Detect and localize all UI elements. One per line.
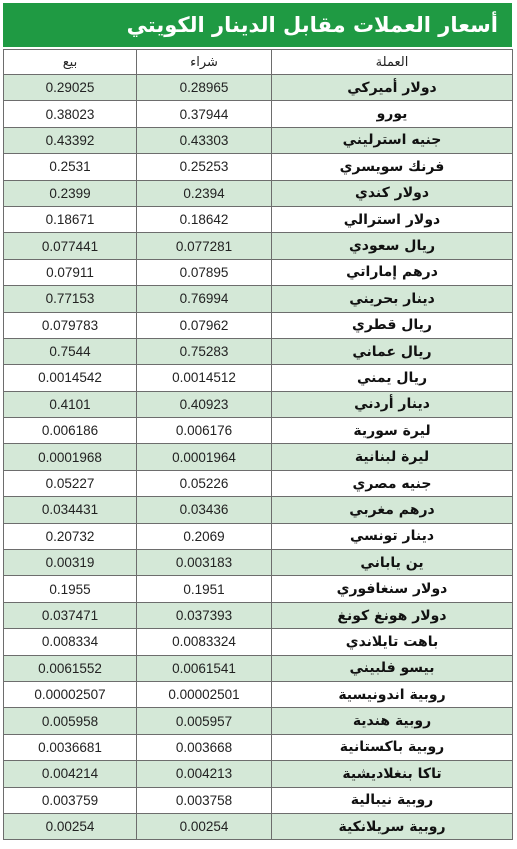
sell-cell: 0.2531 — [4, 154, 137, 180]
table-row — [4, 312, 513, 338]
currency-name-cell: دينار أردني — [272, 391, 513, 417]
currency-name-cell: دولار استرالي — [272, 206, 513, 232]
buy-cell: 0.1951 — [137, 576, 272, 602]
currency-name-cell: جنيه استرليني — [272, 127, 513, 153]
header-sell: بيع — [4, 50, 137, 75]
buy-cell: 0.077281 — [137, 233, 272, 259]
table-row — [4, 286, 513, 312]
sell-cell: 0.037471 — [4, 602, 137, 628]
currency-name-cell: دينار تونسي — [272, 523, 513, 549]
buy-cell: 0.0061541 — [137, 655, 272, 681]
sell-cell: 0.7544 — [4, 338, 137, 364]
currency-name-cell: ريال عماني — [272, 338, 513, 364]
title-bar — [3, 3, 512, 47]
buy-cell: 0.2394 — [137, 180, 272, 206]
table-row — [4, 629, 513, 655]
table-row — [4, 154, 513, 180]
sell-cell: 0.38023 — [4, 101, 137, 127]
buy-cell: 0.037393 — [137, 602, 272, 628]
sell-cell: 0.003759 — [4, 787, 137, 813]
table-row — [4, 602, 513, 628]
currency-name-cell: فرنك سويسري — [272, 154, 513, 180]
sell-cell: 0.0014542 — [4, 365, 137, 391]
table-row — [4, 470, 513, 496]
buy-cell: 0.003183 — [137, 550, 272, 576]
buy-cell: 0.0014512 — [137, 365, 272, 391]
table-row — [4, 338, 513, 364]
currency-name-cell: دينار بحريني — [272, 286, 513, 312]
currency-name-cell: ليرة سورية — [272, 418, 513, 444]
currency-name-cell: دولار أميركي — [272, 75, 513, 101]
table-row — [4, 233, 513, 259]
sell-cell: 0.034431 — [4, 497, 137, 523]
buy-cell: 0.07895 — [137, 259, 272, 285]
buy-cell: 0.00002501 — [137, 681, 272, 707]
table-row — [4, 75, 513, 101]
sell-cell: 0.07911 — [4, 259, 137, 285]
buy-cell: 0.003668 — [137, 734, 272, 760]
buy-cell: 0.0001964 — [137, 444, 272, 470]
table-row — [4, 655, 513, 681]
currency-name-cell: دولار سنغافوري — [272, 576, 513, 602]
sell-cell: 0.00254 — [4, 813, 137, 839]
sell-cell: 0.008334 — [4, 629, 137, 655]
currency-name-cell: روبية نيبالية — [272, 787, 513, 813]
buy-cell: 0.05226 — [137, 470, 272, 496]
currency-name-cell: جنيه مصري — [272, 470, 513, 496]
sell-cell: 0.0001968 — [4, 444, 137, 470]
buy-cell: 0.004213 — [137, 761, 272, 787]
buy-cell: 0.18642 — [137, 206, 272, 232]
sell-cell: 0.006186 — [4, 418, 137, 444]
sell-cell: 0.00319 — [4, 550, 137, 576]
buy-cell: 0.005957 — [137, 708, 272, 734]
table-row — [4, 180, 513, 206]
header-row — [4, 50, 513, 75]
buy-cell: 0.25253 — [137, 154, 272, 180]
currency-name-cell: تاكا بنغلاديشية — [272, 761, 513, 787]
currency-name-cell: ليرة لبنانية — [272, 444, 513, 470]
buy-cell: 0.40923 — [137, 391, 272, 417]
buy-cell: 0.75283 — [137, 338, 272, 364]
sell-cell: 0.079783 — [4, 312, 137, 338]
currency-name-cell: دولار كندي — [272, 180, 513, 206]
currency-name-cell: ريال قطري — [272, 312, 513, 338]
sell-cell: 0.1955 — [4, 576, 137, 602]
buy-cell: 0.00254 — [137, 813, 272, 839]
sell-cell: 0.004214 — [4, 761, 137, 787]
table-row — [4, 523, 513, 549]
table-row — [4, 787, 513, 813]
currency-name-cell: درهم إماراتي — [272, 259, 513, 285]
buy-cell: 0.2069 — [137, 523, 272, 549]
buy-cell: 0.0083324 — [137, 629, 272, 655]
sell-cell: 0.05227 — [4, 470, 137, 496]
table-row — [4, 259, 513, 285]
currency-name-cell: ريال يمني — [272, 365, 513, 391]
buy-cell: 0.28965 — [137, 75, 272, 101]
currency-name-cell: دولار هونغ كونغ — [272, 602, 513, 628]
currency-name-cell: ين ياباني — [272, 550, 513, 576]
sell-cell: 0.29025 — [4, 75, 137, 101]
table-row — [4, 418, 513, 444]
buy-cell: 0.43303 — [137, 127, 272, 153]
table-row — [4, 391, 513, 417]
table-row — [4, 497, 513, 523]
currency-name-cell: يورو — [272, 101, 513, 127]
buy-cell: 0.76994 — [137, 286, 272, 312]
sell-cell: 0.0061552 — [4, 655, 137, 681]
currency-name-cell: بيسو فلبيني — [272, 655, 513, 681]
buy-cell: 0.07962 — [137, 312, 272, 338]
table-row — [4, 206, 513, 232]
sell-cell: 0.20732 — [4, 523, 137, 549]
buy-cell: 0.03436 — [137, 497, 272, 523]
table-row — [4, 813, 513, 839]
table-row — [4, 444, 513, 470]
currency-name-cell: روبية سريلانكية — [272, 813, 513, 839]
table-row — [4, 127, 513, 153]
page-title: أسعار العملات مقابل الدينار الكويتي — [126, 13, 498, 37]
buy-cell: 0.006176 — [137, 418, 272, 444]
table-row — [4, 761, 513, 787]
sell-cell: 0.00002507 — [4, 681, 137, 707]
buy-cell: 0.37944 — [137, 101, 272, 127]
currency-name-cell: روبية اندونيسية — [272, 681, 513, 707]
sell-cell: 0.005958 — [4, 708, 137, 734]
table-row — [4, 681, 513, 707]
sell-cell: 0.077441 — [4, 233, 137, 259]
sell-cell: 0.2399 — [4, 180, 137, 206]
currency-name-cell: باهت تايلاندي — [272, 629, 513, 655]
table-row — [4, 365, 513, 391]
header-buy: شراء — [137, 50, 272, 75]
table-row — [4, 550, 513, 576]
sell-cell: 0.43392 — [4, 127, 137, 153]
sell-cell: 0.77153 — [4, 286, 137, 312]
table-row — [4, 734, 513, 760]
currency-name-cell: روبية باكستانية — [272, 734, 513, 760]
rates-table — [3, 49, 513, 840]
currency-name-cell: روبية هندية — [272, 708, 513, 734]
currency-name-cell: درهم مغربي — [272, 497, 513, 523]
sell-cell: 0.0036681 — [4, 734, 137, 760]
buy-cell: 0.003758 — [137, 787, 272, 813]
header-currency: العملة — [272, 50, 513, 75]
table-row — [4, 576, 513, 602]
sell-cell: 0.18671 — [4, 206, 137, 232]
sell-cell: 0.4101 — [4, 391, 137, 417]
currency-name-cell: ريال سعودي — [272, 233, 513, 259]
table-row — [4, 101, 513, 127]
table-row — [4, 708, 513, 734]
